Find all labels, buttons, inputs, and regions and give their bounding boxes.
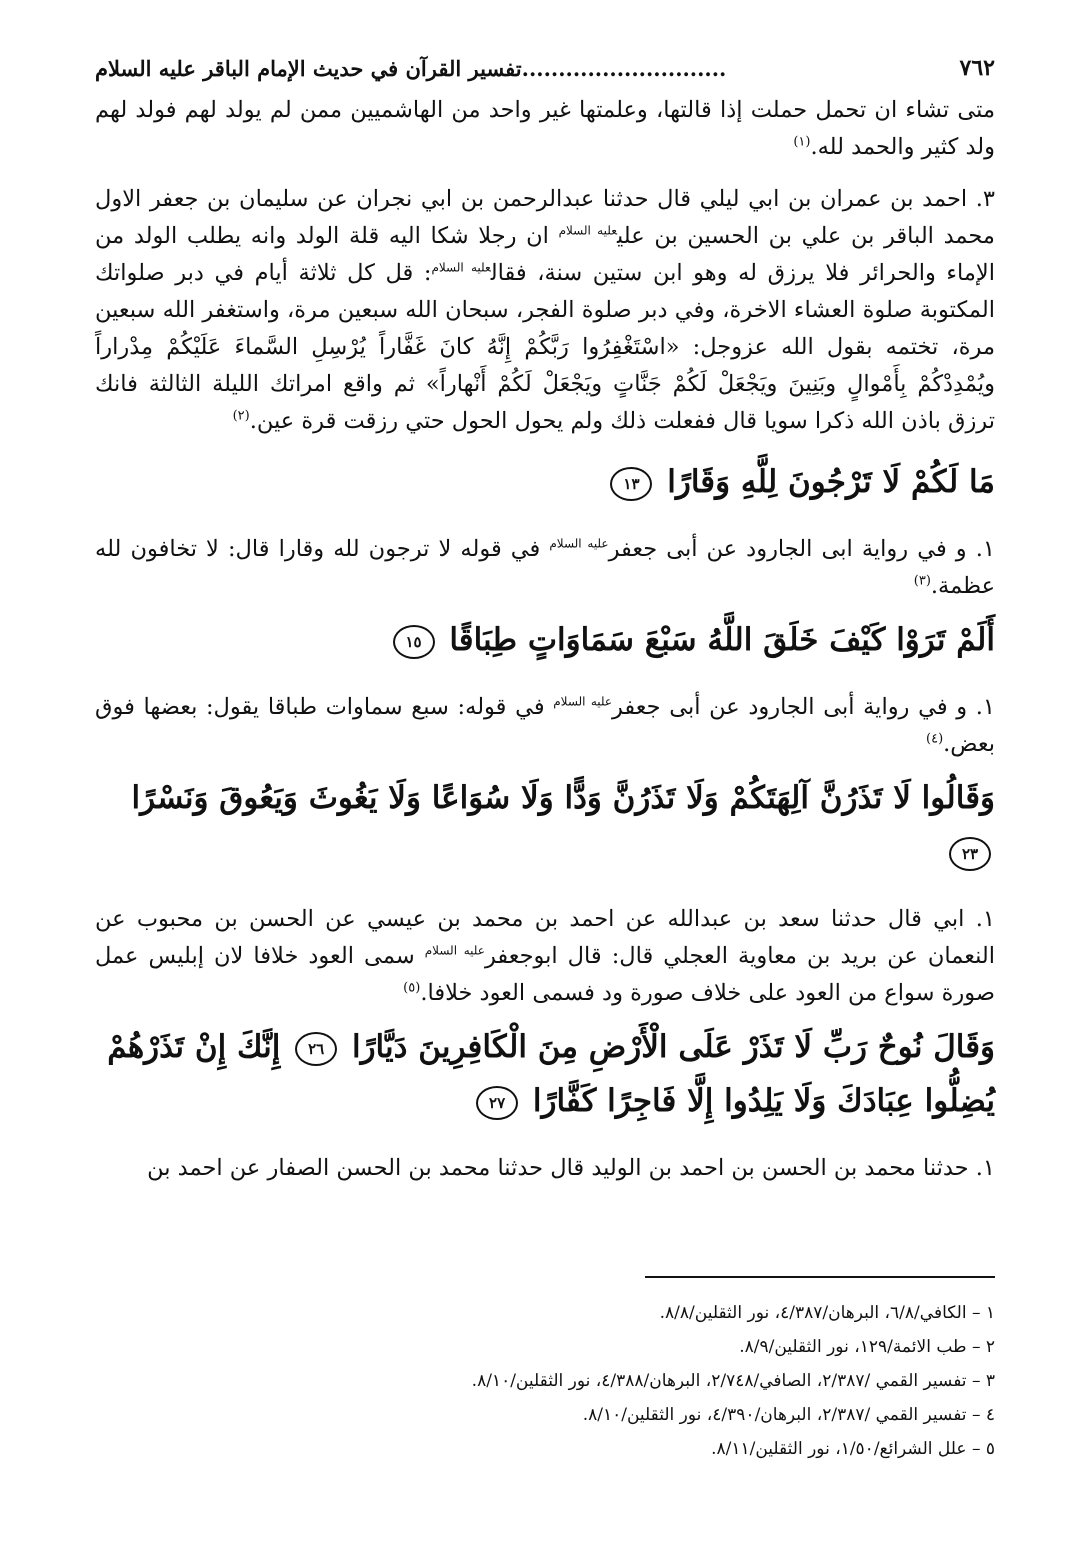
paragraph-text: حدثنا محمد بن الحسن بن احمد بن الوليد قال حدثنا محمد بن الحسن الصفار عن احمد بن <box>147 1155 969 1181</box>
hadith-paragraph <box>95 901 995 1012</box>
paragraph-text: ابي قال حدثنا سعد بن عبدالله عن احمد بن محمد بن عيسي عن الحسن بن محبوب عن النعمان عن بريد بن معاوية العجلي قال: قال ابوجعفر <box>95 906 995 969</box>
paragraph-text: احمد بن عمران بن ابي ليلي قال حدثنا عبدالرحمن بن ابي نجران عن سليمان بن جعفر الاول محمد الباقر بن علي بن الحسين بن علي <box>95 186 995 249</box>
paragraph-text: و في رواية ابى الجارود عن أبى جعفر <box>608 536 967 562</box>
footnote-ref: (٤) <box>926 731 944 747</box>
ayah-number-icon: ١٥ <box>393 625 435 659</box>
footnote: ١ – الكافي/٦/٨، البرهان/٤/٣٨٧، نور الثقلين/٨/٨. <box>659 1303 995 1323</box>
page-number: ٧٦٢ <box>959 55 995 81</box>
footnote-divider <box>645 1276 995 1278</box>
footnote-ref: (٥) <box>403 980 421 996</box>
salutation-mark: عليه السلام <box>424 943 485 958</box>
footnotes <box>95 1296 995 1466</box>
ayah-number-icon: ١٣ <box>610 467 652 501</box>
hadith-number: ٣. <box>975 186 996 212</box>
footnote-ref: (١) <box>793 134 811 150</box>
ayah-number-icon: ٢٧ <box>476 1086 518 1120</box>
header-leader-dots: ............................ <box>521 55 727 81</box>
salutation-mark: عليه السلام <box>553 694 613 709</box>
hadith-number: ١. <box>975 536 995 562</box>
salutation-mark: عليه السلام <box>549 536 609 551</box>
footnote: ٥ – علل الشرائع/١/٥٠، نور الثقلين/٨/١١. <box>711 1439 995 1459</box>
footnote-ref: (٢) <box>232 408 250 424</box>
footnote: ٤ – تفسير القمي /٢/٣٨٧، البرهان/٤/٣٩٠، نور الثقلين/٨/١٠. <box>582 1405 995 1425</box>
quran-verse <box>95 1020 995 1128</box>
running-header <box>95 46 995 90</box>
paragraph-text: سمى العود خلافا لان إبليس عمل صورة سواع من العود على خلاف صورة ود فسمى العود خلافا. <box>95 943 995 1006</box>
hadith-number: ١. <box>975 1155 995 1181</box>
verse-text: مَا لَكُمْ لَا تَرْجُونَ لِلَّهِ وَقَارًا <box>667 464 995 500</box>
hadith-number: ١. <box>975 906 995 932</box>
paragraph-text: ان رجلا شكا اليه قلة الولد وانه يطلب الولد من الإماء والحرائر فلا يرزق له وهو ابن ستين سنة، فقال <box>95 223 995 286</box>
verse-text: وَقَالَ نُوحٌ رَبِّ لَا تَذَرْ عَلَى الْأَرْضِ مِنَ الْكَافِرِينَ دَيَّارًا <box>351 1029 995 1065</box>
hadith-number: ١. <box>975 694 995 720</box>
ayah-number-icon: ٢٦ <box>295 1032 337 1066</box>
paragraph-text: متى تشاء ان تحمل حملت إذا قالتها، وعلمتها غير واحد من الهاشميين ممن لم يولد لهم فولد لهم ولد كثير والحمد لله. <box>95 97 995 160</box>
salutation-mark: عليه السلام <box>431 260 491 275</box>
paragraph-text: : قل كل ثلاثة أيام في دبر صلواتك المكتوبة صلوة العشاء الاخرة، وفي دبر صلوة الفجر، سبحان الله سبعين مرة، واستغفر الله سبعين مرة، تختمه بقول الله عزوجل: «اسْتَغْفِرُوا رَبَّكُمْ إِنَّهُ كانَ غَفَّاراً يُرْسِلِ السَّماءَ عَلَيْكُمْ مِدْراراً ويُمْدِدْكُمْ بِأَمْوالٍ وبَنِينَ ويَجْعَلْ لَكُمْ جَنَّاتٍ ويَجْعَلْ لَكُمْ أَنْهاراً» ثم واقع امراتك الليلة الثالثة فانك ترزق باذن الله ذكرا سويا قال ففعلت ذلك ولم يحول الحول حتي رزقت قرة عين. <box>95 260 995 434</box>
paragraph-text: في قوله: سبع سماوات طباقا يقول: بعضها فوق بعض. <box>95 694 995 757</box>
paragraph-text: و في رواية أبى الجارود عن أبى جعفر <box>612 694 968 720</box>
hadith-paragraph <box>95 531 995 605</box>
footnote: ٣ – تفسير القمي /٢/٣٨٧، الصافي/٢/٧٤٨، البرهان/٤/٣٨٨، نور الثقلين/٨/١٠. <box>471 1371 995 1391</box>
hadith-paragraph <box>95 1150 995 1187</box>
quran-verse <box>95 771 995 879</box>
running-title-group <box>95 56 726 81</box>
quran-verse <box>95 455 995 509</box>
quran-verse <box>95 613 995 667</box>
footnote: ٢ – طب الائمة/١٢٩، نور الثقلين/٨/٩. <box>739 1337 995 1357</box>
hadith-paragraph <box>95 689 995 763</box>
running-title: تفسير القرآن في حديث الإمام الباقر عليه السلام <box>95 55 522 81</box>
salutation-mark: عليه السلام <box>558 223 617 238</box>
verse-text: أَلَمْ تَرَوْا كَيْفَ خَلَقَ اللَّهُ سَبْعَ سَمَاوَاتٍ طِبَاقًا <box>449 622 995 658</box>
verse-text: إِنَّكَ إِنْ تَذَرْهُمْ يُضِلُّوا عِبَادَكَ وَلَا يَلِدُوا إِلَّا فَاجِرًا كَفَّارًا <box>107 1029 995 1119</box>
hadith-paragraph <box>95 181 995 440</box>
main-text <box>95 92 995 1202</box>
paragraph-text: في قوله لا ترجون لله وقارا قال: لا تخافون لله عظمة. <box>95 536 995 599</box>
ayah-number-icon: ٢٣ <box>949 837 991 871</box>
paragraph-continuation <box>95 92 995 166</box>
verse-text: وَقَالُوا لَا تَذَرُنَّ آلِهَتَكُمْ وَلَا تَذَرُنَّ وَدًّا وَلَا سُوَاعًا وَلَا يَغُوثَ وَيَعُوقَ وَنَسْرًا <box>131 780 995 816</box>
footnote-ref: (٣) <box>913 573 931 589</box>
